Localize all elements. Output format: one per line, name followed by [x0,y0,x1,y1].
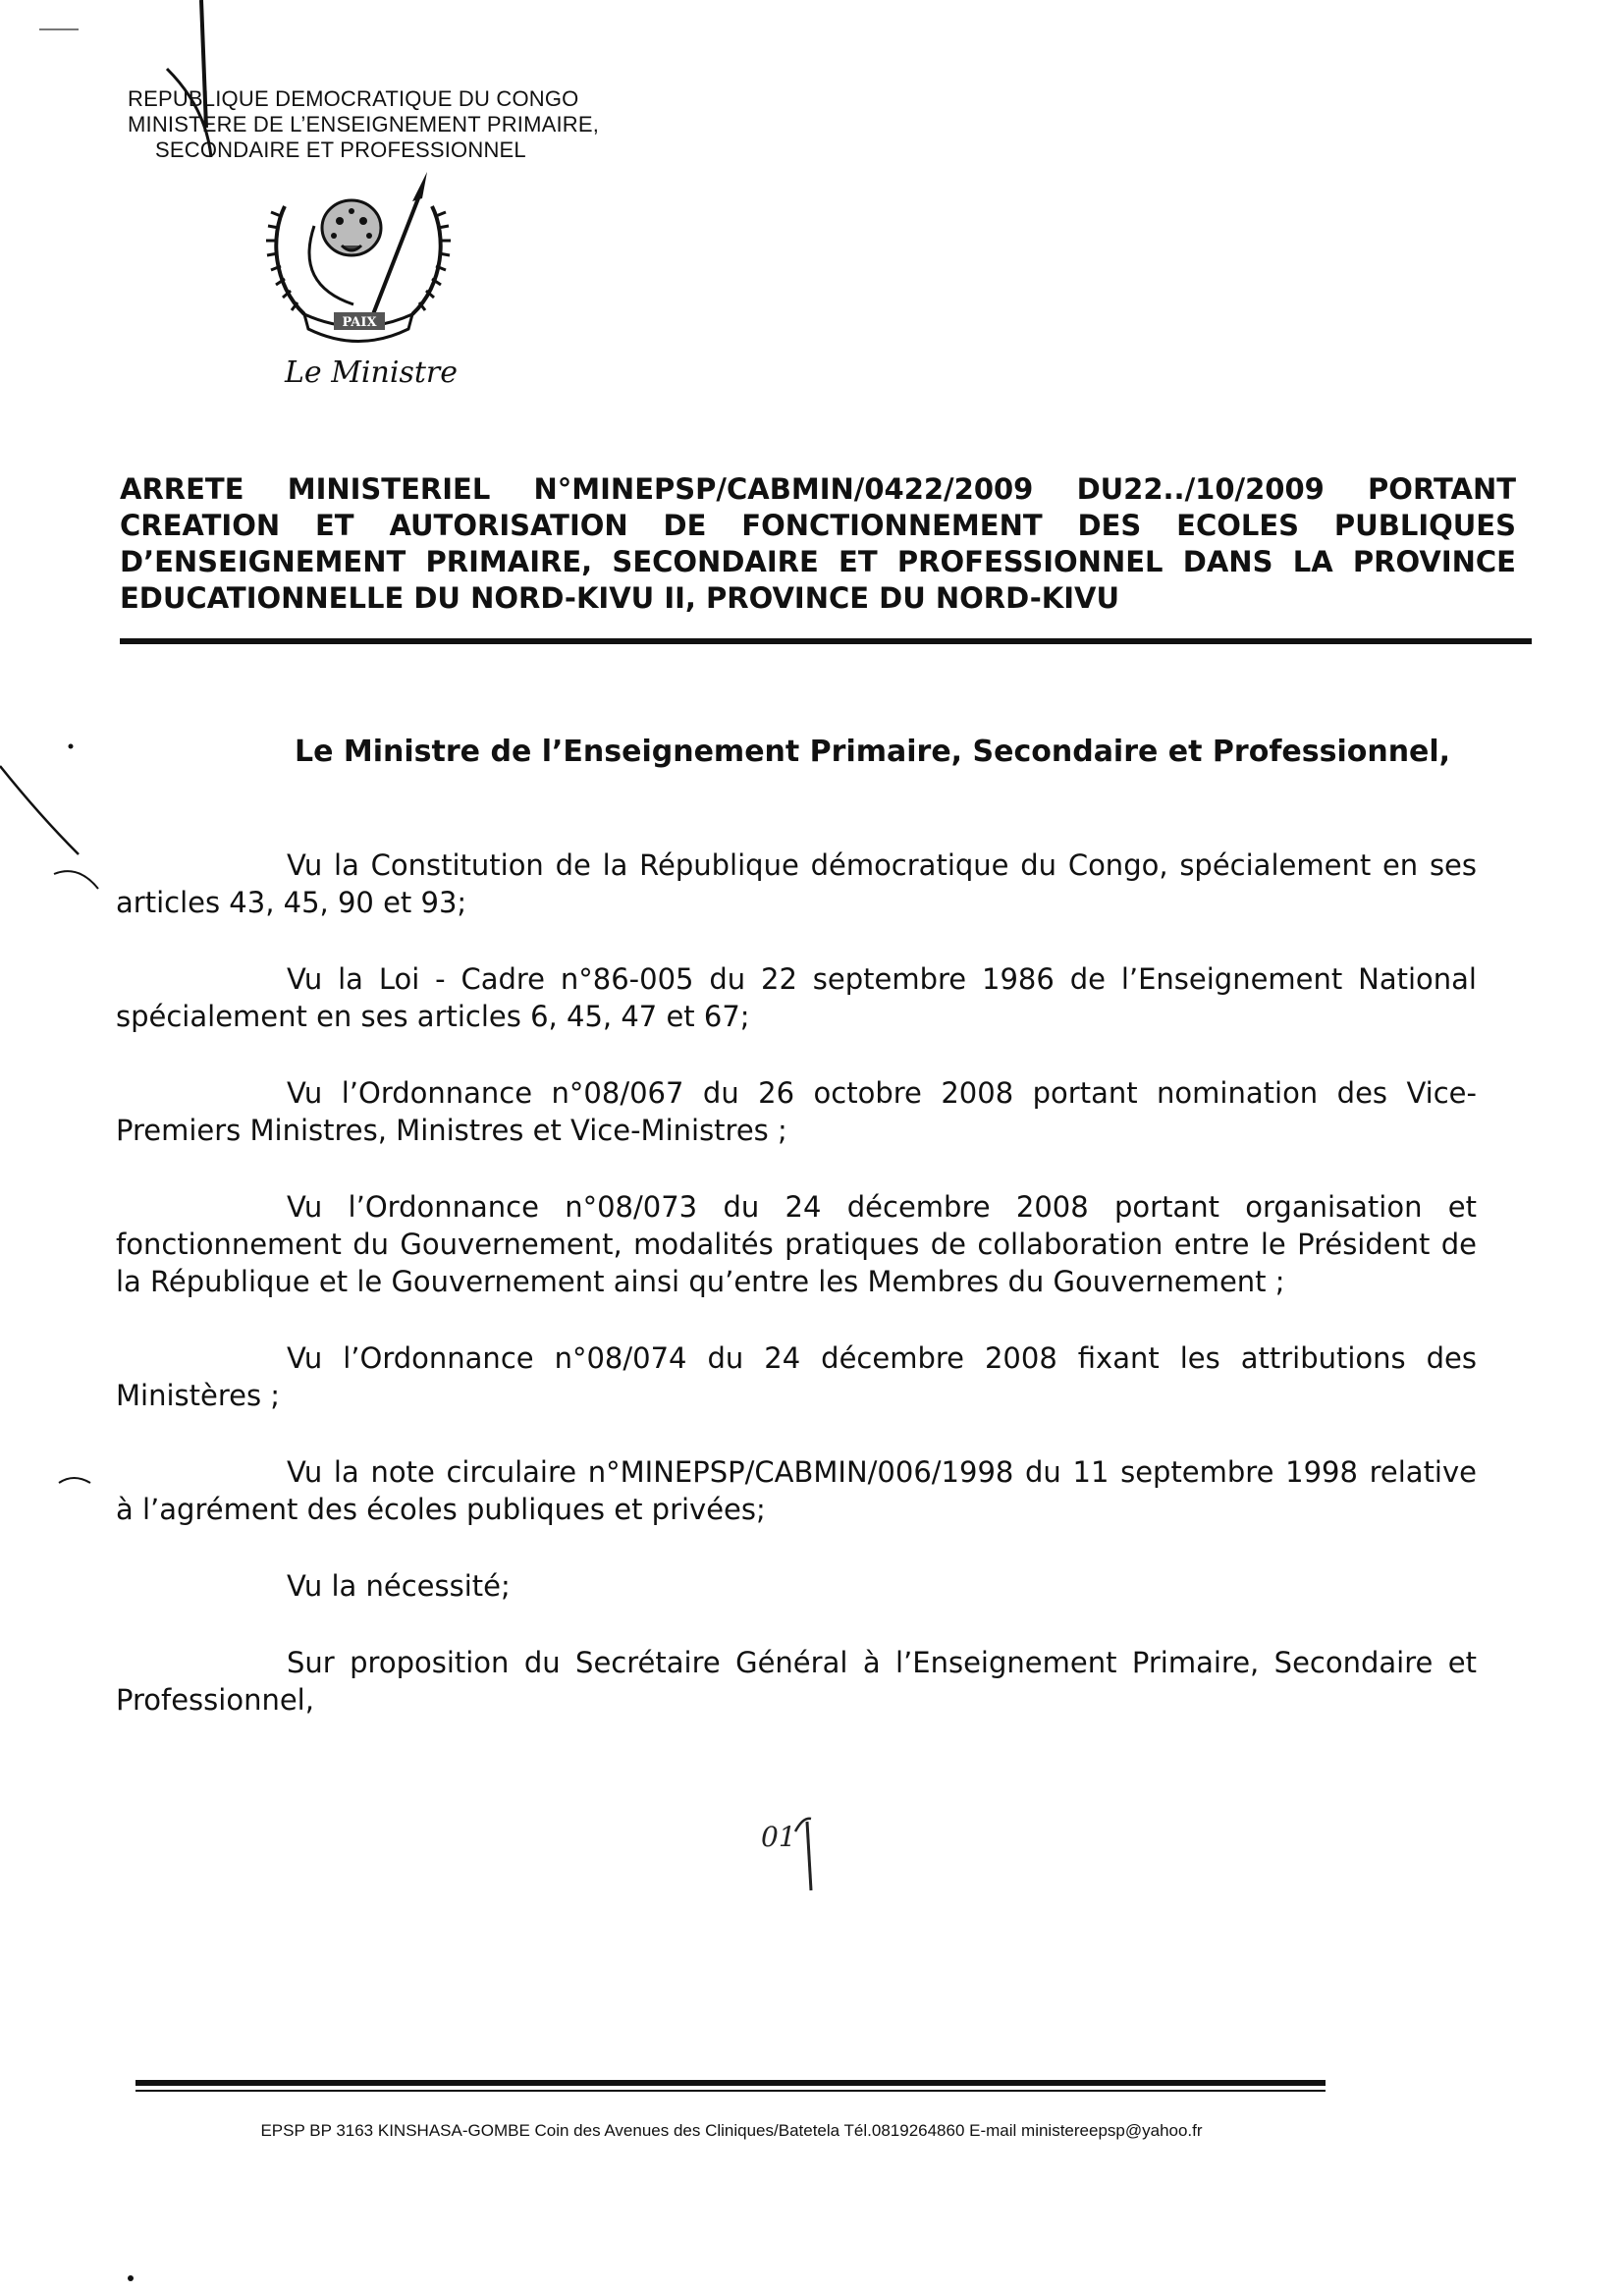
decree-body [116,847,1477,1758]
recital-paragraph: Vu la note circulaire n°MINEPSP/CABMIN/006/1998 du 11 septembre 1998 relative à l’agrément des écoles publiques et privées; [116,1455,1477,1526]
recital-paragraph: Sur proposition du Secrétaire Général à l’Enseignement Primaire, Secondaire et Professionnel, [116,1646,1477,1717]
coat-of-arms-emblem [236,167,481,363]
letterhead [128,86,599,163]
recital-paragraph: Vu la Constitution de la République démocratique du Congo, spécialement en ses articles 43, 45, 90 et 93; [116,848,1477,919]
emblem-caption: Le Ministre [285,355,458,390]
decree-title-line: CREATION ET AUTORISATION DE FONCTIONNEMENT DES ECOLES PUBLIQUES [120,509,1516,542]
title-divider [120,638,1532,644]
decree-title-line: ARRETE MINISTERIEL N°MINEPSP/CABMIN/0422/2009 DU22../10/2009 PORTANT [120,472,1516,506]
letterhead-country: REPUBLIQUE DEMOCRATIQUE DU CONGO [128,86,579,111]
decree-title-line: D’ENSEIGNEMENT PRIMAIRE, SECONDAIRE ET PROFESSIONNEL DANS LA PROVINCE [120,545,1516,578]
recital-paragraph: Vu l’Ordonnance n°08/074 du 24 décembre 2008 fixant les attributions des Ministères ; [116,1341,1477,1412]
preamble: Le Ministre de l’Enseignement Primaire, Secondaire et Professionnel, [295,735,1451,769]
decree-title-line: EDUCATIONNELLE DU NORD-KIVU II, PROVINCE DU NORD-KIVU [120,581,1120,615]
recital-paragraph: Vu la Loi - Cadre n°86-005 du 22 septembre 1986 de l’Enseignement National spécialement en ses articles 6, 45, 47 et 67; [116,962,1477,1033]
handwritten-initials [746,1807,854,1895]
recital-paragraph: Vu la nécessité; [287,1569,511,1603]
recital-paragraph: Vu l’Ordonnance n°08/073 du 24 décembre 2008 portant organisation et fonctionnement du Gouvernement, modalités pratiques de collaboration entre le Président de la République et le Gouvernement ainsi qu’entre les Membres du Gouvernement ; [116,1190,1477,1298]
footer-address: EPSP BP 3163 KINSHASA-GOMBE Coin des Avenues des Cliniques/Batetela Tél.0819264860 E-mail ministereepsp@yahoo.fr [260,2121,1203,2140]
letterhead-ministry-cont: SECONDAIRE ET PROFESSIONNEL [155,137,526,162]
emblem-motto: PAIX [342,315,377,330]
letterhead-ministry: MINISTERE DE L’ENSEIGNEMENT PRIMAIRE, [128,112,600,137]
recital-paragraph: Vu l’Ordonnance n°08/067 du 26 octobre 2008 portant nomination des Vice-Premiers Ministres, Ministres et Vice-Ministres ; [116,1076,1477,1147]
footer-divider-thin [135,2090,1326,2092]
footer-divider [135,2080,1326,2086]
decree-title [120,471,1516,617]
svg-text:01: 01 [761,1821,796,1853]
